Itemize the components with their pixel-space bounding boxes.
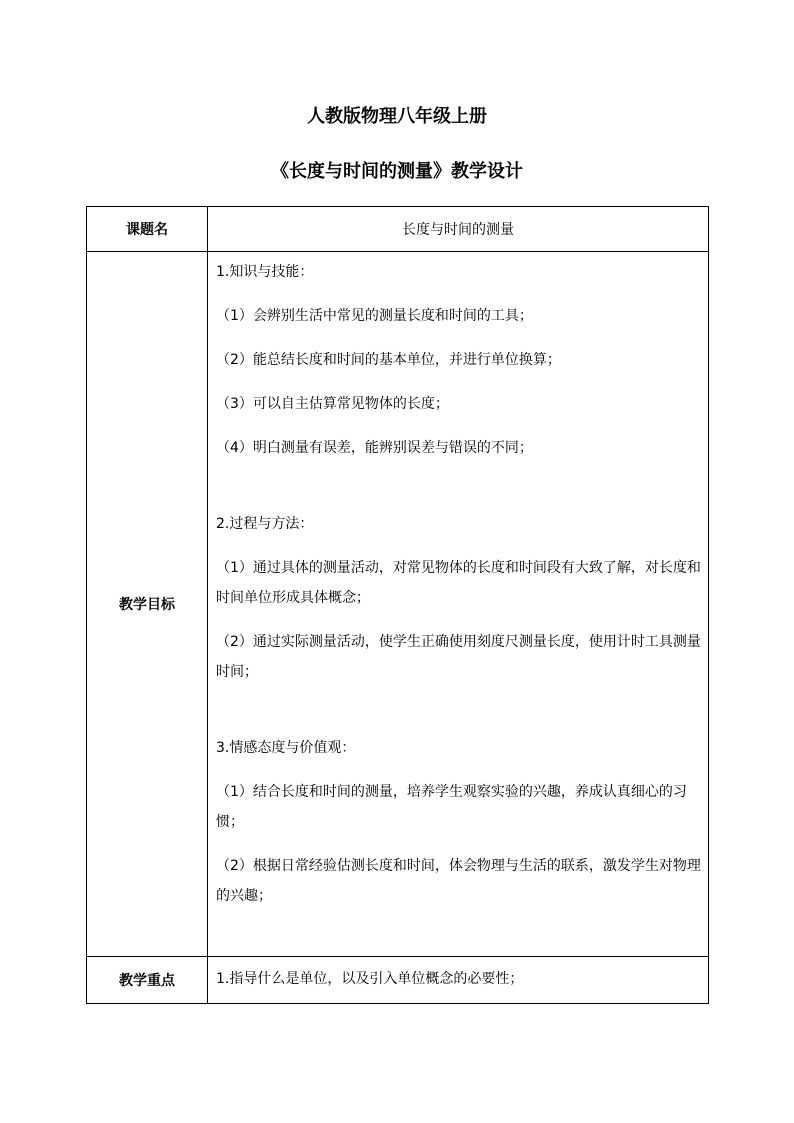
topic-value: 长度与时间的测量	[208, 207, 709, 252]
table-row-key-points	[87, 957, 709, 1004]
goals-item: （1）通过具体的测量活动，对常见物体的长度和时间段有大致了解，对长度和时间单位形成具体概念；	[216, 560, 701, 606]
goals-section-heading: 1.知识与技能：	[216, 264, 314, 280]
goals-item: （2）根据日常经验估测长度和时间，体会物理与生活的联系，激发学生对物理的兴趣；	[216, 858, 701, 904]
goals-section-heading: 2.过程与方法：	[216, 516, 314, 532]
topic-label: 课题名	[87, 207, 208, 252]
goals-section-heading: 3.情感态度与价值观：	[216, 740, 356, 756]
document-title: 人教版物理八年级上册	[307, 106, 487, 127]
document-subtitle: 《长度与时间的测量》教学设计	[271, 161, 523, 182]
lesson-design-table	[86, 206, 709, 1004]
goals-content	[208, 252, 709, 957]
goals-item: （1）结合长度和时间的测量，培养学生观察实验的兴趣，养成认真细心的习惯；	[216, 784, 687, 830]
key-points-content	[208, 957, 709, 1004]
goals-item: （1）会辨别生活中常见的测量长度和时间的工具；	[216, 308, 533, 324]
goals-item: （4）明白测量有误差，能辨别误差与错误的不同；	[216, 440, 533, 456]
section-spacer	[216, 687, 702, 733]
key-points-label: 教学重点	[87, 957, 208, 1004]
goals-item: （2）通过实际测量活动，使学生正确使用刻度尺测量长度，使用计时工具测量时间；	[216, 634, 701, 680]
table-row-goals	[87, 252, 709, 957]
goals-label: 教学目标	[87, 252, 208, 957]
goals-item: （2）能总结长度和时间的基本单位，并进行单位换算；	[216, 352, 561, 368]
table-row-topic	[87, 207, 709, 252]
section-spacer	[216, 463, 702, 509]
key-points-value: 1.指导什么是单位，以及引入单位概念的必要性；	[216, 971, 524, 987]
goals-item: （3）可以自主估算常见物体的长度；	[216, 396, 449, 412]
